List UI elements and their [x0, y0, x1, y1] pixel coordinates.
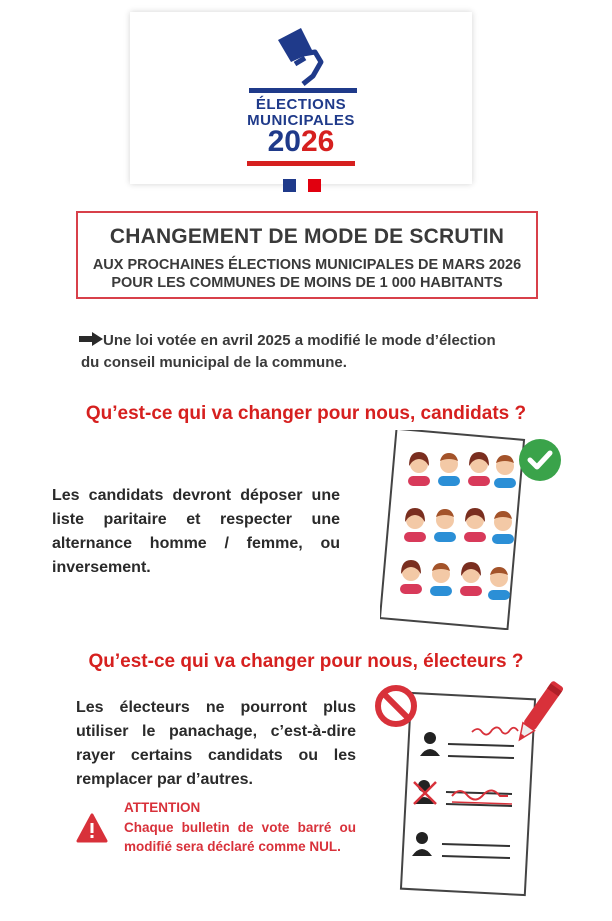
french-republic-flag-icon	[283, 179, 321, 192]
parity-list-illustration	[380, 430, 540, 630]
parity-list-icon	[380, 430, 540, 630]
ballot-box-logo-icon	[243, 24, 363, 106]
crossed-ballot-illustration	[372, 674, 572, 900]
candidates-text: Les candidats devront déposer une liste paritaire et respecter une alternance homme / femme, ou inversement.	[52, 487, 340, 576]
subtitle-line2: POUR LES COMMUNES DE MOINS DE 1 000 HABITANTS	[111, 275, 503, 291]
title-box	[76, 211, 538, 299]
logo-line-municipales: MUNICIPALES	[247, 112, 355, 129]
intro-line1: Une loi votée en avril 2025 a modifié le mode d’élection	[103, 332, 496, 349]
logo-red-underline	[247, 161, 355, 166]
logo-year	[130, 126, 472, 158]
warning-label: ATTENTION	[124, 800, 201, 815]
intro-paragraph	[81, 330, 551, 374]
logo-line-elections: ÉLECTIONS	[255, 96, 347, 113]
intro-line2: du conseil municipal de la commune.	[81, 354, 347, 371]
logo-year-suffix: 26	[301, 125, 335, 158]
arrow-right-icon	[79, 332, 103, 346]
candidates-question: Qu’est-ce qui va changer pour nous, candidats ?	[85, 403, 527, 424]
voters-text: Les électeurs ne pourront plus utiliser le panachage, c’est-à-dire rayer certains candidats ou les remplacer par d’autres.	[76, 699, 356, 788]
warning-triangle-icon	[76, 813, 108, 843]
no-entry-icon	[374, 684, 418, 728]
red-pen-icon	[514, 674, 564, 750]
warning-text: Chaque bulletin de vote barré ou modifié sera déclaré comme NUL.	[124, 820, 356, 854]
check-badge-icon	[518, 438, 562, 482]
subtitle-line1: AUX PROCHAINES ÉLECTIONS MUNICIPALES DE MARS 2026	[92, 257, 522, 273]
elections-logo-card	[130, 12, 472, 184]
logo-year-prefix: 20	[267, 125, 301, 158]
voters-question: Qu’est-ce qui va changer pour nous, électeurs ?	[88, 651, 524, 672]
page-title: CHANGEMENT DE MODE DE SCRUTIN	[109, 225, 505, 248]
